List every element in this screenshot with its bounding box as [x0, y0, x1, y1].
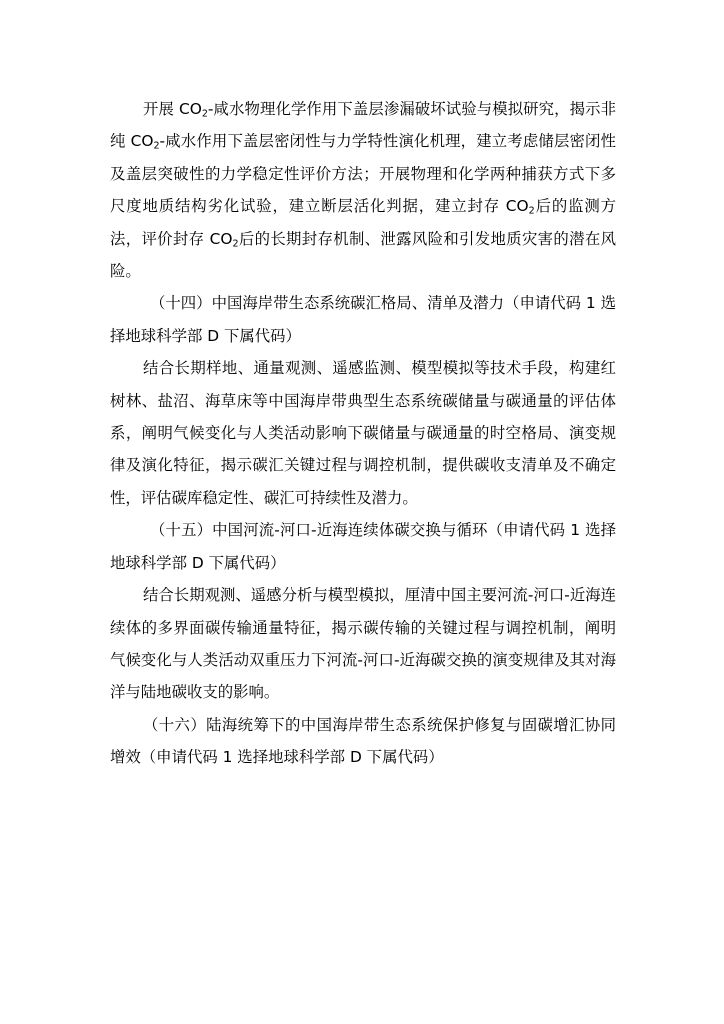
- section-heading-16: （十六）陆海统筹下的中国海岸带生态系统保护修复与固碳增汇协同增效（申请代码 1 选择地球科学部 D 下属代码）: [110, 715, 616, 767]
- subscript-2: 2: [528, 205, 535, 217]
- paragraph-co2-sealing-research: [110, 93, 616, 287]
- paragraph-section-14: 结合长期样地、通量观测、遥感监测、模型模拟等技术手段，构建红树林、盐沼、海草床等中国海岸带典型生态系统碳储量与碳通量的评估体系，阐明气候变化与人类活动影响下碳储量与碳通量的时空格局、演变规律及演化特征，揭示碳汇关键过程与调控机制，提供碳收支清单及不确定性，评估碳库稳定性、碳汇可持续性及潜力。: [110, 359, 616, 507]
- paragraph-text: 后的监测方法，评价封存 CO: [110, 197, 616, 248]
- paragraph-text: -咸水作用下盖层密闭性与力学特性演化机理，建立考虑储层密闭性及盖层突破性的力学稳定性评价方法；开展物理和化学两种捕获方式下多尺度地质结构劣化试验，建立断层活化判据，建立封存 CO: [110, 132, 616, 216]
- paragraph-text: -咸水物理化学作用下盖层渗漏破坏试验与模拟研究，揭示非纯 CO: [110, 100, 616, 151]
- subscript-2: 2: [153, 140, 160, 152]
- document-body: [110, 93, 616, 774]
- section-heading-14: （十四）中国海岸带生态系统碳汇格局、清单及潜力（申请代码 1 选择地球科学部 D 下属代码）: [110, 294, 616, 345]
- subscript-2: 2: [201, 108, 208, 120]
- paragraph-text: 后的长期封存机制、泄露风险和引发地质灾害的潜在风险。: [110, 229, 616, 281]
- section-heading-15: （十五）中国河流-河口-近海连续体碳交换与循环（申请代码 1 选择地球科学部 D 下属代码）: [110, 521, 616, 572]
- paragraph-section-15: 结合长期观测、遥感分析与模型模拟，厘清中国主要河流-河口-近海连续体的多界面碳传输通量特征，揭示碳传输的关键过程与调控机制，阐明气候变化与人类活动双重压力下河流-河口-近海碳交换的演变规律及其对海洋与陆地碳收支的影响。: [110, 586, 616, 702]
- paragraph-text: 开展 CO: [143, 100, 202, 118]
- subscript-2: 2: [232, 238, 239, 249]
